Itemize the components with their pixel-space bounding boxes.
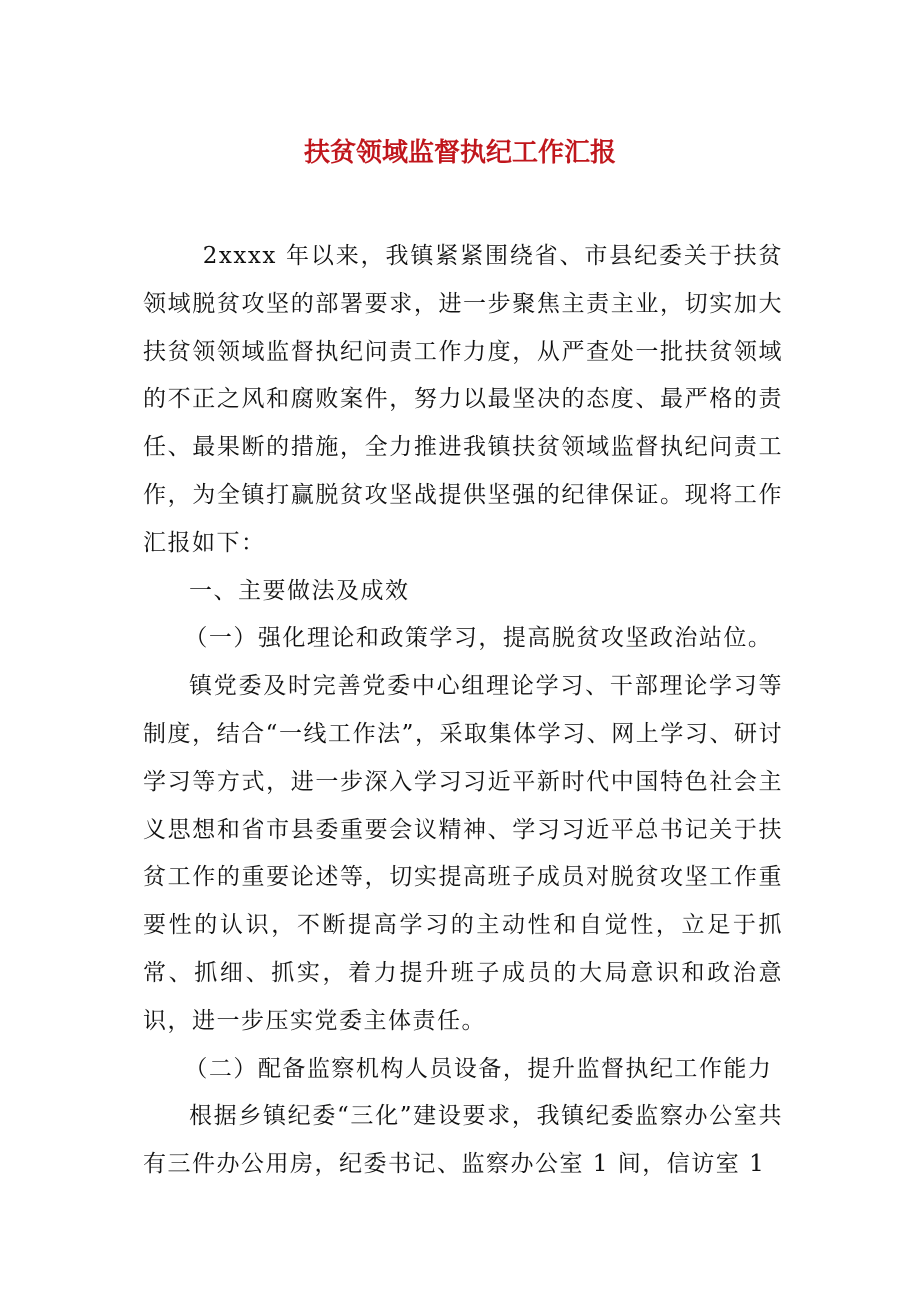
subsection-body-theory-study: 镇党委及时完善党委中心组理论学习、干部理论学习等制度，结合“一线工作法”，采取集体学习、网上学习、研讨学习等方式，进一步深入学习习近平新时代中国特色社会主义思想和省市县委重要会议精神、学习习近平总书记关于扶贫工作的重要论述等，切实提高班子成员对脱贫攻坚工作重要性的认识，不断提高学习的主动性和自觉性，立足于抓常、抓细、抓实，着力提升班子成员的大局意识和政治意识，进一步压实党委主体责任。 <box>143 673 783 1034</box>
document-title: 扶贫领域监督执纪工作汇报 <box>303 138 616 169</box>
document-body <box>143 233 783 1189</box>
subsection-heading-supervision-staffing: （二）配备监察机构人员设备，提升监督执纪工作能力 <box>184 1055 773 1082</box>
intro-paragraph: 2xxxx 年以来，我镇紧紧围绕省、市县纪委关于扶贫领域脱贫攻坚的部署要求，进一步聚焦主责主业，切实加大扶贫领领域监督执纪问责工作力度，从严查处一批扶贫领域的不正之风和腐败案件，努力以最坚决的态度、最严格的责任、最果断的措施，全力推进我镇扶贫领域监督执纪问责工作，为全镇打赢脱贫攻坚战提供坚强的纪律保证。现将工作汇报如下： <box>143 243 783 556</box>
section-heading-main-practices: 一、主要做法及成效 <box>189 577 410 604</box>
subsection-body-supervision-staffing: 根据乡镇纪委“三化”建设要求，我镇纪委监察办公室共有三件办公用房，纪委书记、监察办公室 1 间，信访室 1 <box>143 1103 783 1178</box>
subsection-heading-theory-study: （一）强化理论和政策学习，提高脱贫攻坚政治站位。 <box>184 625 773 652</box>
